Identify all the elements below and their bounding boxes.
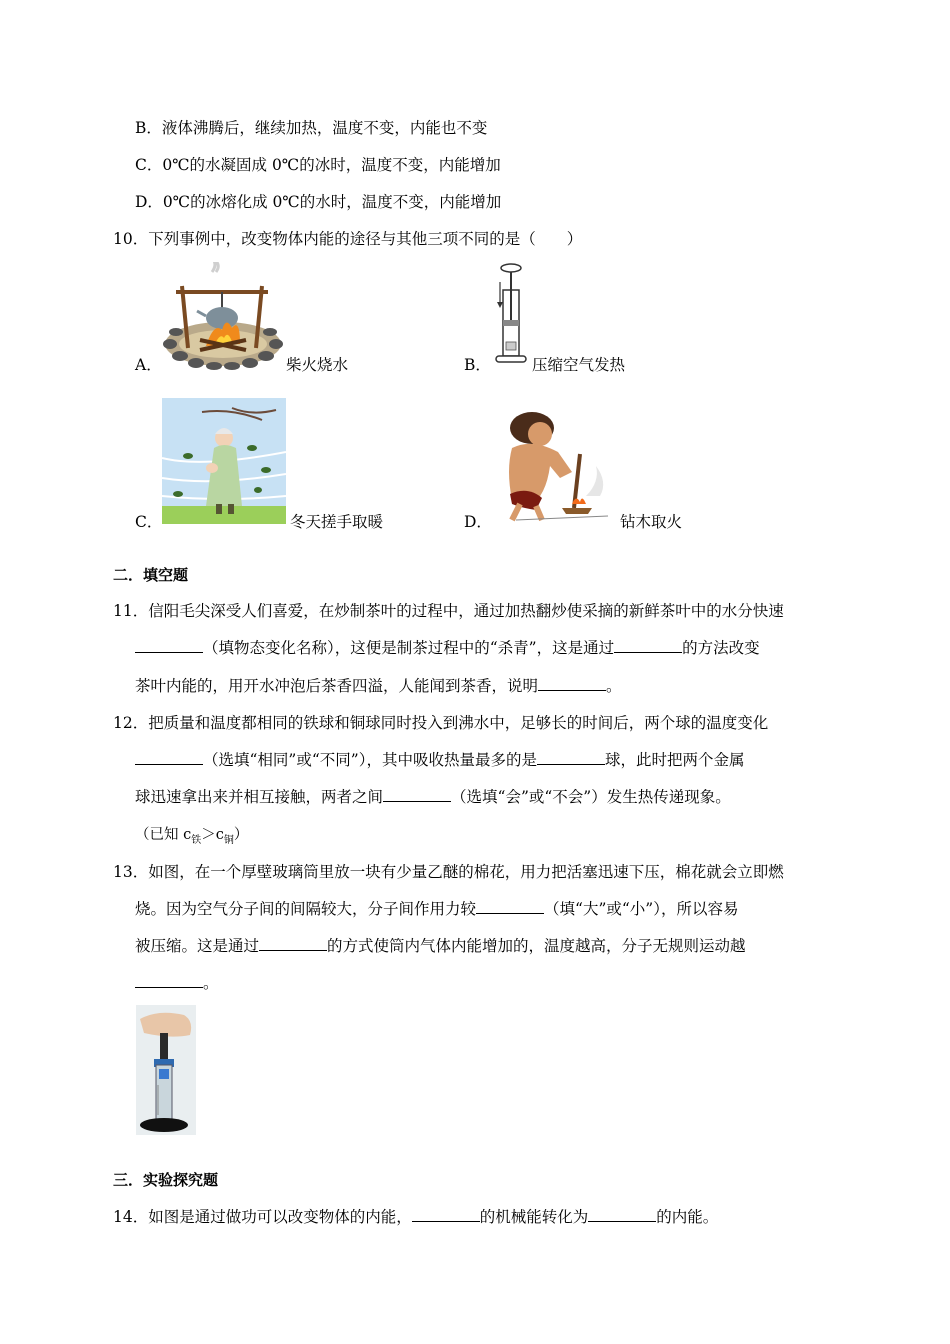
q10-option-c-letter: C． — [135, 513, 163, 531]
q10-option-d-letter: D． — [464, 513, 492, 531]
q13-line-4: 。 — [135, 973, 219, 993]
answer-blank[interactable] — [614, 638, 682, 653]
piston-glass-cylinder-photo-icon — [136, 1005, 196, 1135]
q12-line-3: 球迅速拿出来并相互接触，两者之间 （选填“会”或“不会”）发生热传递现象。 — [135, 788, 731, 806]
answer-blank[interactable] — [135, 638, 203, 653]
q10-option-c-caption: 冬天搓手取暖 — [290, 513, 384, 531]
answer-blank[interactable] — [135, 750, 203, 765]
q12-line-2: （选填“相同”或“不同”），其中吸收热量最多的是 球，此时把两个金属 — [135, 750, 744, 770]
answer-blank[interactable] — [412, 1207, 480, 1222]
campfire-kettle-icon — [162, 262, 284, 370]
q10-option-a-letter: A． — [135, 356, 162, 374]
q9-option-d: D．0℃的冰熔化成 0℃的水时，温度不变，内能增加 — [135, 193, 502, 211]
answer-blank[interactable] — [135, 973, 203, 988]
q10-stem: 10．下列事例中，改变物体内能的途径与其他三项不同的是（ ） — [113, 230, 583, 248]
q11-line-1: 11．信阳毛尖深受人们喜爱，在炒制茶叶的过程中，通过加热翻炒使采摘的新鲜茶叶中的水分快速 — [113, 602, 784, 620]
q13-line-2: 烧。因为空气分子间的间隔较大，分子间作用力较 （填“大”或“小”），所以容易 — [135, 900, 739, 918]
section-heading-experiment: 三．实验探究题 — [113, 1171, 219, 1189]
q9-option-b: B．液体沸腾后，继续加热，温度不变，内能也不变 — [135, 119, 488, 137]
q10-option-a-caption: 柴火烧水 — [286, 356, 349, 374]
q12-line-4: （已知 $c_铁>c_铜$） — [135, 827, 249, 846]
answer-blank[interactable] — [538, 676, 606, 691]
air-compression-cylinder-icon — [492, 262, 530, 370]
q9-option-c: C．0℃的水凝固成 0℃的冰时，温度不变，内能增加 — [135, 156, 501, 174]
q12-line-1: 12．把质量和温度都相同的铁球和铜球同时投入到沸水中，足够长的时间后，两个球的温度变化 — [113, 714, 769, 732]
q13-line-1: 13．如图，在一个厚壁玻璃筒里放一块有少量乙醚的棉花，用力把活塞迅速下压，棉花就会立即燃 — [113, 863, 784, 881]
q13-line-3: 被压缩。这是通过 的方式使筒内气体内能增加的，温度越高，分子无规则运动越 — [135, 937, 746, 955]
q10-option-d-caption: 钻木取火 — [620, 513, 683, 531]
answer-blank[interactable] — [588, 1207, 656, 1222]
answer-blank[interactable] — [259, 936, 327, 951]
answer-blank[interactable] — [476, 899, 544, 914]
drill-wood-fire-icon — [496, 404, 612, 524]
q14-line-1: 14．如图是通过做功可以改变物体的内能， 的机械能转化为 的内能。 — [113, 1208, 719, 1226]
q10-option-b-letter: B． — [464, 356, 491, 374]
answer-blank[interactable] — [383, 787, 451, 802]
q10-option-b-caption: 压缩空气发热 — [532, 356, 626, 374]
rubbing-hands-winter-icon — [162, 398, 286, 524]
q11-line-3: 茶叶内能的，用开水冲泡后茶香四溢，人能闻到茶香，说明 。 — [135, 677, 622, 695]
q11-line-2: （填物态变化名称），这便是制茶过程中的“杀青”，这是通过 的方法改变 — [135, 638, 760, 658]
answer-blank[interactable] — [537, 750, 605, 765]
section-heading-fill-in: 二．填空题 — [113, 566, 189, 584]
